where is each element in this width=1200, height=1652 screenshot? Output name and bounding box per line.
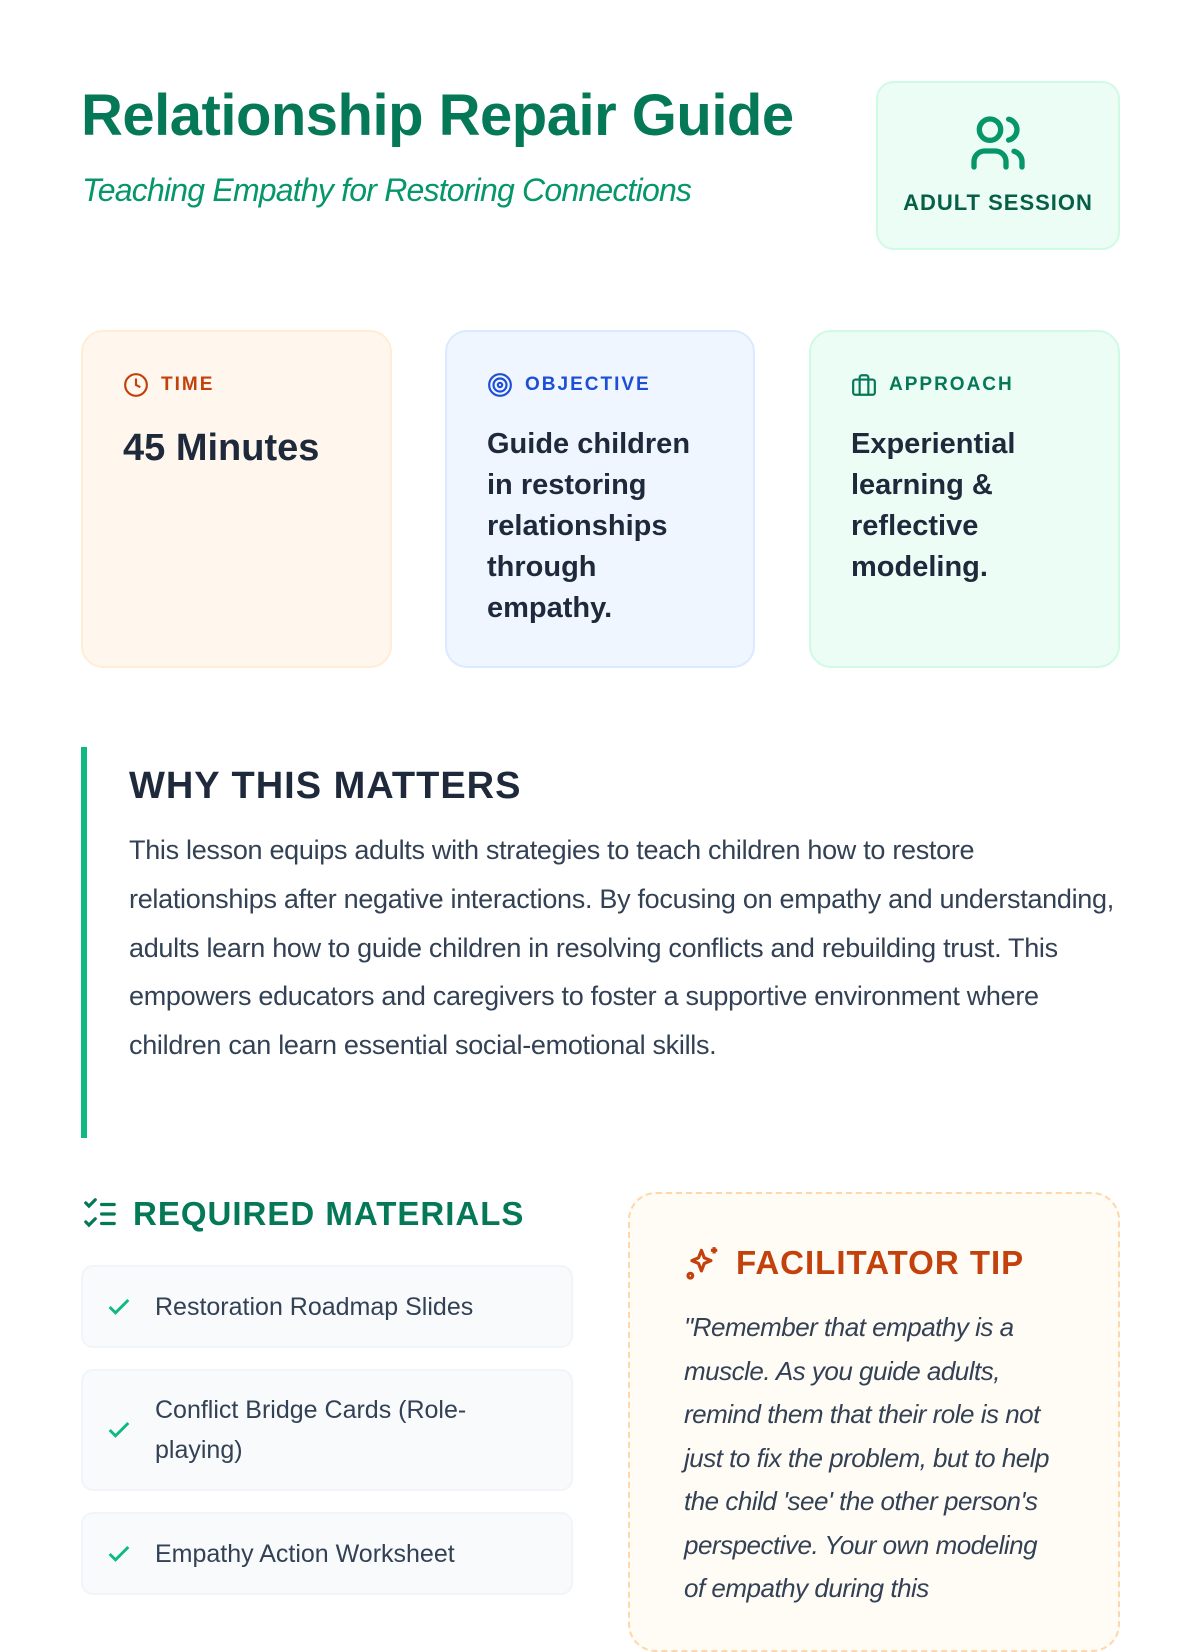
list-item <box>81 1512 573 1595</box>
check-icon <box>105 1293 133 1321</box>
objective-card <box>445 330 755 668</box>
why-section <box>81 747 1121 1138</box>
check-icon <box>105 1416 133 1444</box>
card-label: APPROACH <box>889 374 1014 395</box>
why-body: This lesson equips adults with strategies to teach children how to restore relationships after negative interactions. By focusing on empathy and understanding, adults learn how to guide children in resolving conflicts and rebuilding trust. This empowers educators and caregivers to foster a supportive environment where children can learn essential social-emotional skills. <box>129 835 1114 1061</box>
material-label: Empathy Action Worksheet <box>155 1539 455 1568</box>
target-icon <box>487 372 513 398</box>
briefcase-icon <box>851 372 877 398</box>
users-icon <box>966 111 1030 175</box>
tip-body: "Remember that empathy is a muscle. As you guide adults, remind them that their role is not just to fix the problem, but to help the child 'see' the other person's perspective. Your own modeling of empathy during this <box>684 1312 1049 1603</box>
sparkles-icon <box>684 1244 722 1282</box>
check-icon <box>105 1540 133 1568</box>
why-heading: WHY THIS MATTERS <box>129 765 522 807</box>
session-badge <box>876 81 1120 250</box>
material-label: Conflict Bridge Cards (Role-playing) <box>155 1396 467 1464</box>
materials-heading <box>81 1195 524 1233</box>
time-card <box>81 330 392 668</box>
card-value: Experiential learning & reflective modeling. <box>851 428 1016 583</box>
page-title: Relationship Repair Guide <box>81 83 794 148</box>
material-label: Restoration Roadmap Slides <box>155 1292 474 1321</box>
card-value: 45 Minutes <box>123 427 320 469</box>
badge-label: ADULT SESSION <box>903 190 1093 215</box>
list-item <box>81 1265 573 1348</box>
list-checks-icon <box>81 1195 119 1233</box>
list-item <box>81 1369 573 1491</box>
page-subtitle: Teaching Empathy for Restoring Connections <box>82 172 692 208</box>
facilitator-tip <box>628 1192 1120 1652</box>
clock-icon <box>123 372 149 398</box>
card-value: Guide children in restoring relationships through empathy. <box>487 428 691 624</box>
approach-card <box>809 330 1120 668</box>
materials-heading-text: REQUIRED MATERIALS <box>133 1195 525 1232</box>
card-label: OBJECTIVE <box>525 374 651 395</box>
card-label: TIME <box>161 374 215 395</box>
tip-heading: FACILITATOR TIP <box>736 1244 1025 1281</box>
